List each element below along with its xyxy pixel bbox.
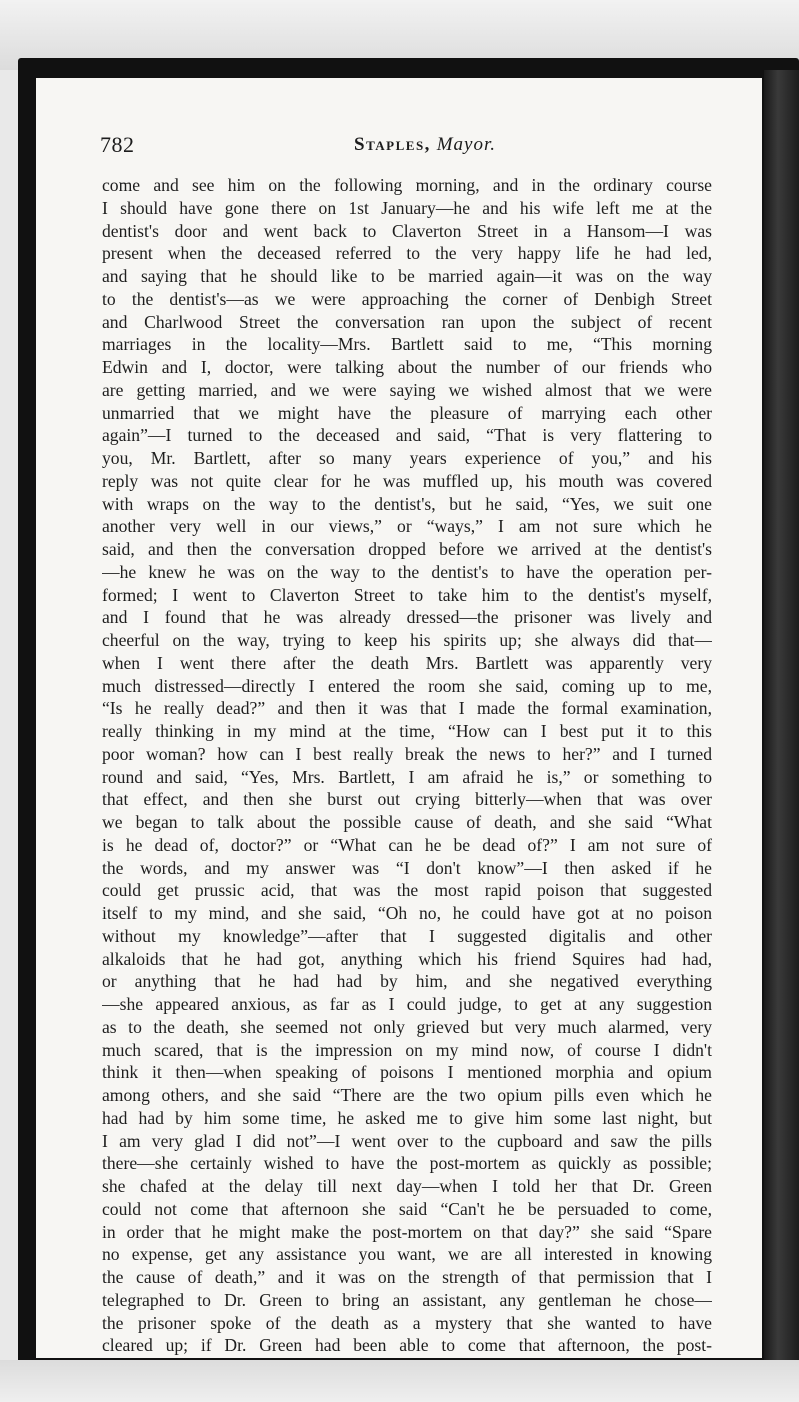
text-line: cheerful on the way, trying to keep his spirits up; she always did that— <box>102 630 712 650</box>
page-number: 782 <box>100 132 135 157</box>
text-line: much scared, that is the impression on my mind now, of course I didn't <box>102 1039 712 1060</box>
text-line: with wraps on the way to the dentist's, but he said, “Yes, we suit one <box>102 493 712 514</box>
text-line: and saying that he should like to be married again—it was on the way <box>102 266 712 286</box>
text-line: —she appeared anxious, as far as I could judge, to get at any suggestion <box>102 994 712 1014</box>
text-line: think it then—when speaking of poisons I mentioned morphia and opium <box>102 1062 712 1083</box>
book-spine-edge <box>764 70 799 1365</box>
text-line: there—she certainly wished to have the post-mortem as quickly as possible; <box>102 1153 712 1174</box>
running-head-name: Staples, <box>354 134 431 155</box>
text-line: you, Mr. Bartlett, after so many years experience of you,” and his <box>102 448 712 468</box>
text-line: dentist's door and went back to Claverton Street in a Hansom—I was <box>102 220 712 241</box>
text-line: is he dead of, doctor?” or “What can he be dead of?” I am not sure of <box>102 834 712 855</box>
text-line: —he knew he was on the way to the dentist's to have the operation per- <box>102 561 712 582</box>
text-line: poor woman? how can I best really break the news to her?” and I turned <box>102 743 712 764</box>
text-line: I am very glad I did not”—I went over to the cupboard and saw the pills <box>102 1130 712 1151</box>
scan-background-bottom <box>0 1360 799 1402</box>
text-line: much distressed—directly I entered the room she said, coming up to me, <box>102 675 712 696</box>
text-line: are getting married, and we were saying we wished almost that we were <box>102 379 712 400</box>
text-line: unmarried that we might have the pleasure of marrying each other <box>102 402 712 423</box>
page-header <box>100 132 710 162</box>
text-line: had had by him some time, he asked me to give him some last night, but <box>102 1107 712 1128</box>
text-line: really thinking in my mind at the time, “How can I best put it to this <box>102 721 712 741</box>
text-line: telegraphed to Dr. Green to bring an assistant, any gentleman he chose— <box>102 1289 712 1310</box>
text-line: the cause of death,” and it was on the strength of that permission that I <box>102 1267 712 1287</box>
text-line: Edwin and I, doctor, were talking about the number of our friends who <box>102 357 712 377</box>
text-line: I should have gone there on 1st January—he and his wife left me at the <box>102 197 712 218</box>
text-line: reply was not quite clear for he was muffled up, his mouth was covered <box>102 470 712 491</box>
text-line: no expense, get any assistance you want, we are all interested in knowing <box>102 1244 712 1265</box>
text-line: that effect, and then she burst out crying bitterly—when that was over <box>102 789 712 810</box>
text-line: and Charlwood Street the conversation ran upon the subject of recent <box>102 311 712 332</box>
text-line: the prisoner spoke of the death as a mystery that she wanted to have <box>102 1312 712 1333</box>
running-head <box>100 134 710 156</box>
text-line: formed; I went to Claverton Street to take him to the dentist's myself, <box>102 584 712 605</box>
text-line: the words, and my answer was “I don't know”—I then asked if he <box>102 857 712 878</box>
text-line: without my knowledge”—after that I suggested digitalis and other <box>102 925 712 946</box>
text-line: when I went there after the death Mrs. Bartlett was apparently very <box>102 652 712 673</box>
text-line: and I found that he was already dressed—the prisoner was lively and <box>102 607 712 628</box>
text-line: as to the death, she seemed not only grieved but very much alarmed, very <box>102 1016 712 1037</box>
text-line: itself to my mind, and she said, “Oh no, he could have got at no poison <box>102 903 712 923</box>
text-line: come and see him on the following morning, and in the ordinary course <box>102 175 712 195</box>
text-line: again”—I turned to the deceased and said, “That is very flattering to <box>102 425 712 446</box>
text-line: present when the deceased referred to the very happy life he had led, <box>102 243 712 264</box>
text-line: round and said, “Yes, Mrs. Bartlett, I am afraid he is,” or something to <box>102 766 712 787</box>
text-line: she chafed at the delay till next day—when I told her that Dr. Green <box>102 1176 712 1196</box>
text-line: or anything that he had had by him, and she negatived everything <box>102 971 712 992</box>
text-line: in order that he might make the post-mortem on that day?” she said “Spare <box>102 1221 712 1242</box>
text-line: to the dentist's—as we were approaching the corner of Denbigh Street <box>102 288 712 309</box>
text-line: could not come that afternoon she said “Can't he be persuaded to come, <box>102 1198 712 1219</box>
body-text <box>102 174 712 1357</box>
text-line: said, and then the conversation dropped before we arrived at the dentist's <box>102 539 712 559</box>
text-line: we began to talk about the possible cause of death, and she said “What <box>102 812 712 832</box>
text-line: marriages in the locality—Mrs. Bartlett said to me, “This morning <box>102 334 712 355</box>
text-line: another very well in our views,” or “ways,” I am not sure which he <box>102 516 712 537</box>
text-line: cleared up; if Dr. Green had been able to come that afternoon, the post- <box>102 1335 712 1356</box>
text-line: could get prussic acid, that was the most rapid poison that suggested <box>102 880 712 901</box>
text-line: among others, and she said “There are the two opium pills even which he <box>102 1085 712 1105</box>
text-line: alkaloids that he had got, anything which his friend Squires had had, <box>102 948 712 969</box>
text-line: “Is he really dead?” and then it was that I made the formal examination, <box>102 698 712 719</box>
running-head-role: Mayor. <box>436 134 496 155</box>
